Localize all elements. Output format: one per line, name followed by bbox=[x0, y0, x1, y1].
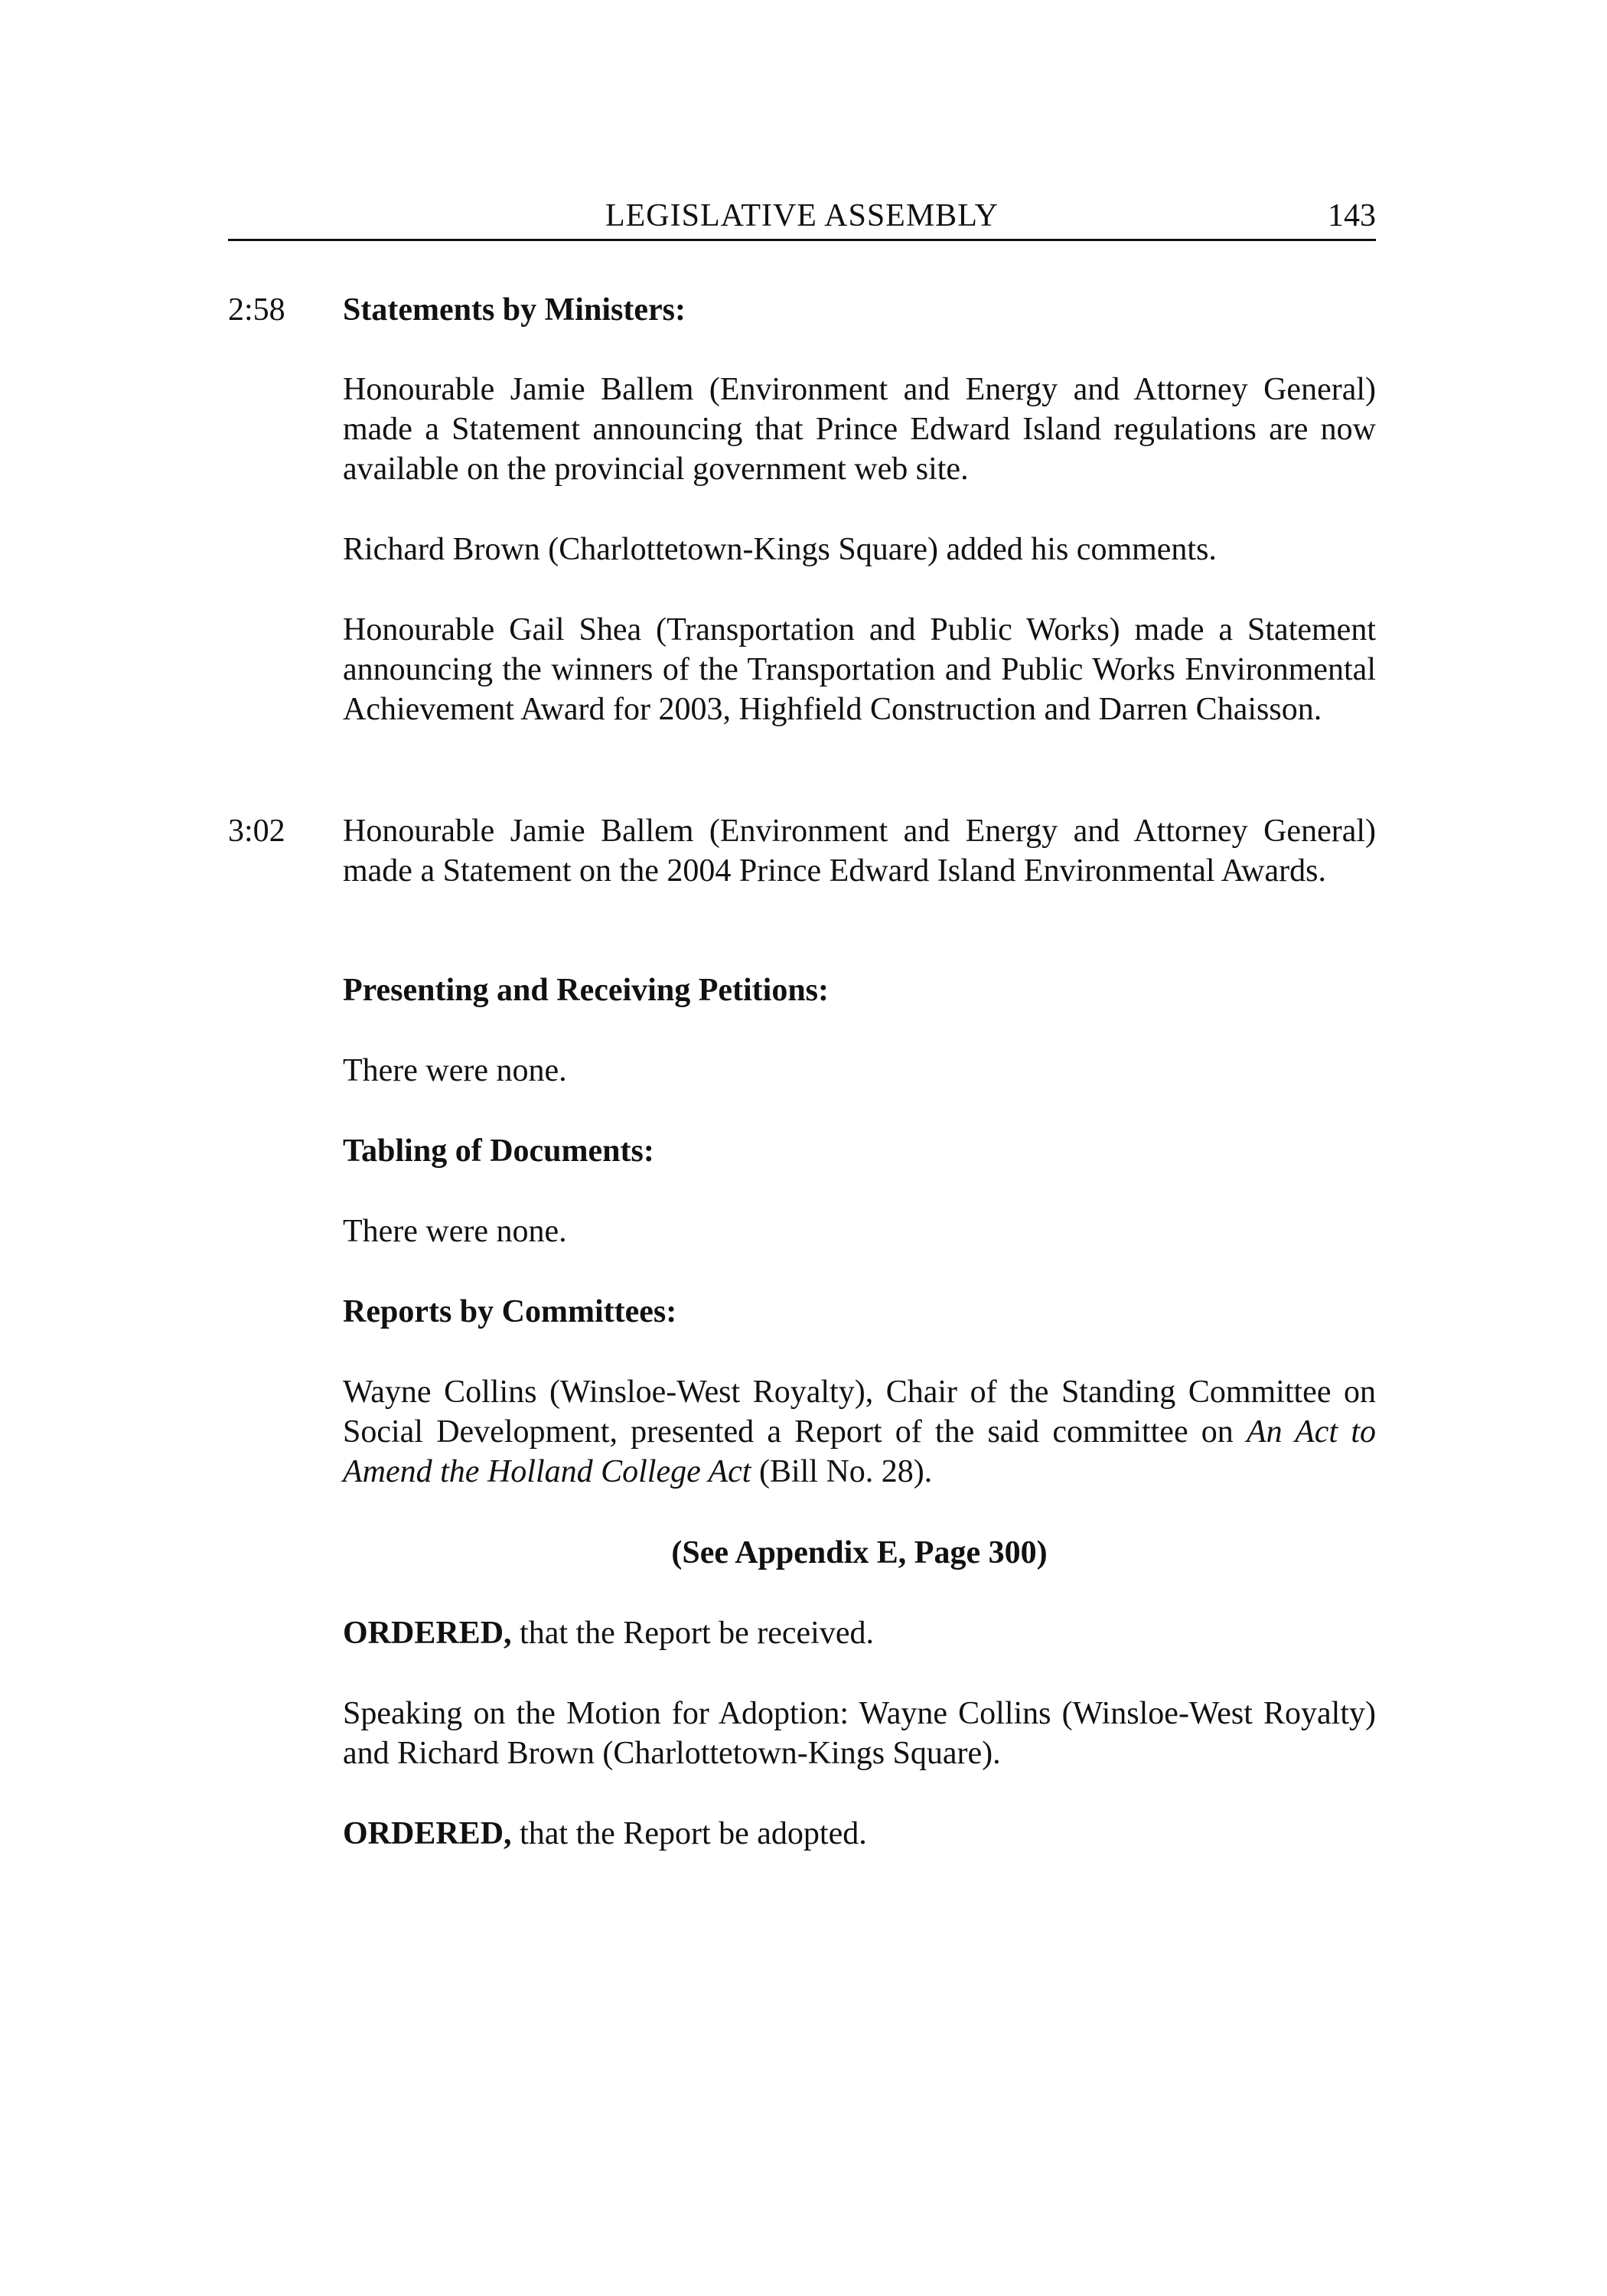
act-title: An Act to Amend the Holland College Act bbox=[343, 1414, 1376, 1489]
section-heading-reports: Reports by Committees: bbox=[343, 1294, 677, 1329]
paragraph-statement-2: Richard Brown (Charlottetown-Kings Square) added his comments. bbox=[343, 532, 1217, 567]
ordered-adopted-text: that the Report be adopted. bbox=[511, 1816, 867, 1851]
ordered-received-text: that the Report be received. bbox=[511, 1616, 874, 1651]
page-number: 143 bbox=[1328, 198, 1376, 233]
time-stamp: 2:58 bbox=[228, 292, 285, 328]
ordered-label: ORDERED, bbox=[343, 1616, 512, 1651]
paragraph-statement-4: Honourable Jamie Ballem (Environment and Energy and Attorney General) made a Statement on the 2004 Prince Edward Island Environmental Awards. bbox=[343, 814, 1376, 889]
paragraph-tabling: There were none. bbox=[343, 1214, 567, 1249]
time-stamp: 3:02 bbox=[228, 814, 285, 849]
paragraph-ordered-received bbox=[343, 1613, 1376, 1653]
paragraph-report bbox=[343, 1372, 1376, 1492]
paragraph-ordered-adopted bbox=[343, 1814, 1376, 1854]
section-heading-statements: Statements by Ministers: bbox=[343, 292, 686, 328]
report-text-start: Wayne Collins (Winsloe-West Royalty), Chair of the Standing Committee on Social Development, presented a Report of the said committee on bbox=[343, 1375, 1376, 1450]
header-title: LEGISLATIVE ASSEMBLY bbox=[605, 198, 999, 233]
paragraph-speaking: Speaking on the Motion for Adoption: Wayne Collins (Winsloe-West Royalty) and Richard Brown (Charlottetown-Kings Square). bbox=[343, 1696, 1376, 1771]
section-heading-petitions: Presenting and Receiving Petitions: bbox=[343, 973, 830, 1008]
paragraph-statement-3: Honourable Gail Shea (Transportation and Public Works) made a Statement announcing the winners of the Transportation and Public Works Environmental Achievement Award for 2003, Highfield Construction and Darren Chaisson. bbox=[343, 612, 1376, 727]
appendix-reference: (See Appendix E, Page 300) bbox=[671, 1535, 1048, 1570]
page-header bbox=[228, 193, 1376, 241]
ordered-label: ORDERED, bbox=[343, 1816, 512, 1851]
paragraph-statement-1: Honourable Jamie Ballem (Environment and Energy and Attorney General) made a Statement announcing that Prince Edward Island regulations are now available on the provincial government web site. bbox=[343, 372, 1376, 487]
paragraph-petitions: There were none. bbox=[343, 1053, 567, 1088]
report-text-end: (Bill No. 28). bbox=[751, 1454, 933, 1489]
section-heading-tabling: Tabling of Documents: bbox=[343, 1133, 654, 1169]
